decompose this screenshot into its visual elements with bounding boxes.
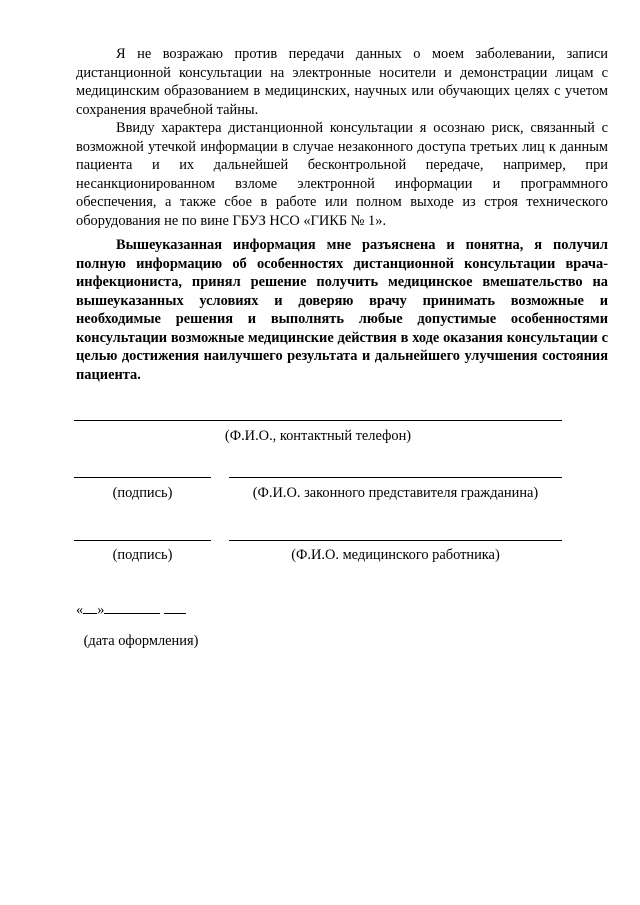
date-month-blank — [104, 600, 160, 614]
medical-worker-name-caption: (Ф.И.О. медицинского работника) — [291, 547, 500, 563]
medical-worker-name-line — [229, 540, 562, 541]
signature-caption-1: (подпись) — [112, 485, 173, 501]
date-open-quote: « — [76, 602, 84, 618]
date-caption: (дата оформления) — [83, 633, 199, 649]
date-close-quote: » — [97, 602, 105, 618]
date-year-blank — [164, 600, 186, 614]
signature-line-2 — [74, 540, 211, 541]
representative-name-caption: (Ф.И.О. законного представителя гражданина) — [252, 485, 539, 501]
date-field — [76, 600, 186, 619]
signature-caption-2: (подпись) — [112, 547, 173, 563]
paragraph-risk-acknowledgement: Ввиду характера дистанционной консультации я осознаю риск, связанный с возможной утечкой информации в случае незаконного доступа третьих лиц к данным пациента и их дальнейшей бесконтрольной передаче, например, при несанкционированном взломе электронной информации и программного обеспечения, а также сбое в работе или полном выходе из строя технического оборудования не по вине ГБУЗ НСО «ГИКБ № 1». — [76, 120, 608, 229]
signature-line-1 — [74, 477, 211, 478]
patient-name-caption: (Ф.И.О., контактный телефон) — [224, 428, 412, 444]
paragraph-consent-data-transfer: Я не возражаю против передачи данных о моем заболевании, записи дистанционной консультации на электронные носители и демонстрации лицам с медицинским образованием в медицинских, научных или обучающих целях с учетом сохранения врачебной тайны. — [76, 46, 608, 118]
date-day-blank — [83, 600, 97, 614]
patient-name-line — [74, 420, 562, 421]
representative-name-line — [229, 477, 562, 478]
paragraph-informed-decision: Вышеуказанная информация мне разъяснена и понятна, я получил полную информацию об особенностях дистанционной консультации врача-инфекциониста, принял решение получить медицинское вмешательство на вышеуказанных условиях и доверяю врачу принимать возможные и необходимые решения и выполнять любые допустимые особенностями консультации возможные медицинские действия в ходе оказания консультации с целью достижения наилучшего результата и дальнейшего улучшения состояния пациента. — [76, 237, 608, 383]
